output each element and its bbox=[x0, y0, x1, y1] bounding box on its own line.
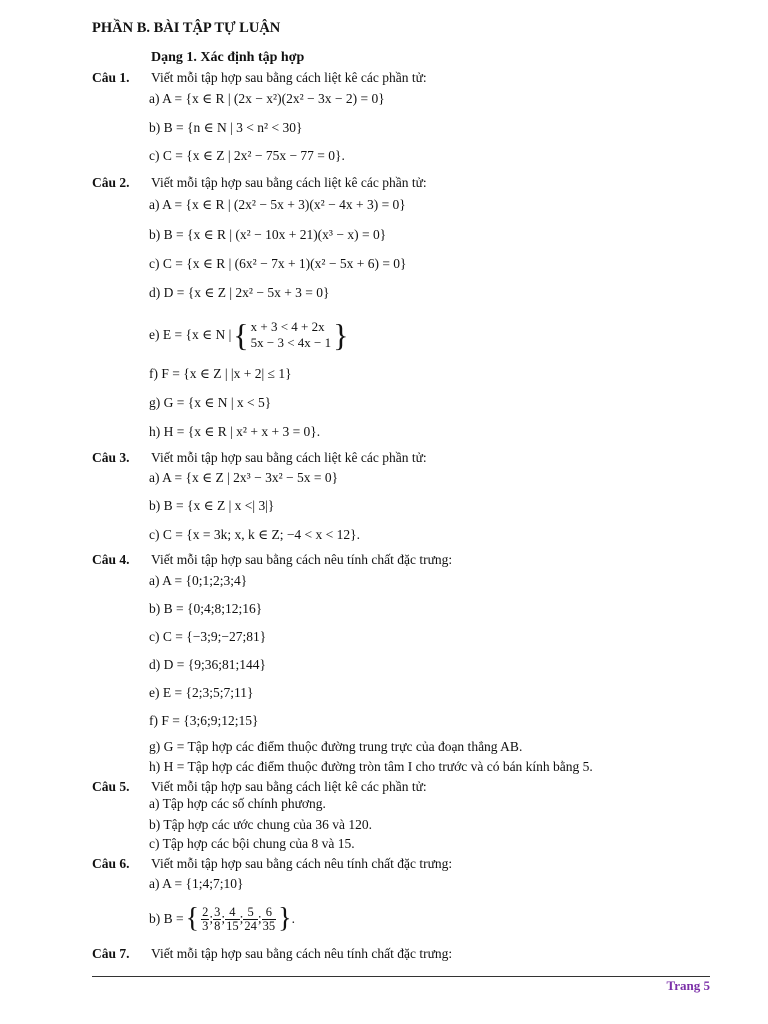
fraction-numerator: 5 bbox=[243, 906, 258, 920]
question-label: Câu 7. bbox=[92, 946, 130, 961]
fraction-denominator: 24 bbox=[244, 918, 257, 933]
fraction-numerator: 3 bbox=[214, 904, 221, 919]
fraction-denominator: 15 bbox=[226, 918, 239, 933]
question-label: Câu 5. bbox=[92, 779, 130, 794]
question-item: c) Tập hợp các bội chung của 8 và 15. bbox=[149, 836, 355, 851]
fraction-separator: ; bbox=[257, 910, 262, 926]
period: . bbox=[291, 911, 295, 926]
fraction-list bbox=[201, 906, 276, 933]
question-item: c) C = {−3;9;−27;81} bbox=[149, 629, 267, 644]
fraction-denominator: 8 bbox=[214, 918, 221, 933]
brace-right: } bbox=[278, 903, 292, 934]
fraction-numerator: 4 bbox=[225, 906, 240, 920]
question-item: a) A = {x ∈ R | (2x² − 5x + 3)(x² − 4x + 3) = 0} bbox=[149, 197, 406, 212]
brace-left: { bbox=[185, 903, 200, 934]
question-item: h) H = Tập hợp các điểm thuộc đường tròn tâm I cho trước và có bán kính bằng 5. bbox=[149, 759, 593, 774]
fraction bbox=[243, 906, 258, 933]
question-item: f) F = {3;6;9;12;15} bbox=[149, 713, 259, 728]
question-item: g) G = Tập hợp các điểm thuộc đường trung trực của đoạn thẳng AB. bbox=[149, 739, 523, 754]
section-heading: PHẦN B. BÀI TẬP TỰ LUẬN bbox=[92, 20, 281, 36]
question-item: a) A = {x ∈ R | (2x − x²)(2x² − 3x − 2) = 0} bbox=[149, 91, 385, 106]
question-item: a) A = {x ∈ Z | 2x³ − 3x² − 5x = 0} bbox=[149, 470, 339, 485]
question-item: d) D = {9;36;81;144} bbox=[149, 657, 266, 672]
fraction bbox=[225, 906, 240, 933]
question-item: c) C = {x ∈ Z | 2x² − 75x − 77 = 0}. bbox=[149, 148, 345, 163]
brace-left: { bbox=[233, 317, 249, 353]
question-label: Câu 6. bbox=[92, 856, 130, 871]
question-prompt: Viết mỗi tập hợp sau bằng cách liệt kê các phần tử: bbox=[151, 70, 427, 85]
question-item: b) B = {x ∈ R | (x² − 10x + 21)(x³ − x) = 0} bbox=[149, 227, 387, 242]
question-prompt: Viết mỗi tập hợp sau bằng cách nêu tính chất đặc trưng: bbox=[151, 856, 453, 871]
question-item: a) Tập hợp các số chính phương. bbox=[149, 796, 326, 811]
system-line: x + 3 < 4 + 2x bbox=[250, 319, 325, 334]
page-number: Trang 5 bbox=[666, 978, 710, 993]
brace-right: } bbox=[333, 317, 349, 353]
question-item: c) C = {x ∈ R | (6x² − 7x + 1)(x² − 5x + 6) = 0} bbox=[149, 256, 407, 271]
question-item: b) B = {n ∈ N | 3 < n² < 30} bbox=[149, 120, 303, 135]
question-label: Câu 4. bbox=[92, 552, 130, 567]
question-item: b) B = {x ∈ Z | x <| 3|} bbox=[149, 498, 275, 513]
fraction-denominator: 3 bbox=[202, 918, 209, 933]
fraction-numerator: 6 bbox=[262, 906, 277, 920]
question-prompt: Viết mỗi tập hợp sau bằng cách liệt kê các phần tử: bbox=[151, 450, 427, 465]
question-item-system bbox=[149, 313, 349, 357]
question-item: b) B = {0;4;8;12;16} bbox=[149, 601, 263, 616]
fraction-separator: ; bbox=[209, 910, 214, 926]
question-label: Câu 1. bbox=[92, 70, 130, 85]
question-item: d) D = {x ∈ Z | 2x² − 5x + 3 = 0} bbox=[149, 285, 330, 300]
fraction-numerator: 2 bbox=[202, 904, 209, 919]
footer-divider bbox=[92, 976, 710, 977]
question-label: Câu 2. bbox=[92, 175, 130, 190]
fraction bbox=[262, 906, 277, 933]
question-item: c) C = {x = 3k; x, k ∈ Z; −4 < x < 12}. bbox=[149, 527, 361, 542]
question-item: a) A = {0;1;2;3;4} bbox=[149, 573, 248, 588]
question-item: e) E = {2;3;5;7;11} bbox=[149, 685, 254, 700]
fraction-separator: ; bbox=[239, 910, 244, 926]
question-item: h) H = {x ∈ R | x² + x + 3 = 0}. bbox=[149, 424, 321, 439]
question-prompt: Viết mỗi tập hợp sau bằng cách liệt kê các phần tử: bbox=[151, 175, 427, 190]
fraction-separator: ; bbox=[221, 910, 226, 926]
subsection-heading: Dạng 1. Xác định tập hợp bbox=[151, 50, 305, 65]
fraction-denominator: 35 bbox=[262, 918, 276, 933]
system-prefix: e) E = {x ∈ N | bbox=[149, 327, 232, 342]
question-prompt: Viết mỗi tập hợp sau bằng cách liệt kê các phần tử: bbox=[151, 779, 427, 794]
inequality-system bbox=[251, 319, 332, 351]
question-item-fractions bbox=[149, 900, 295, 938]
question-item: g) G = {x ∈ N | x < 5} bbox=[149, 395, 272, 410]
question-item: a) A = {1;4;7;10} bbox=[149, 876, 244, 891]
system-line: 5x − 3 < 4x − 1 bbox=[250, 335, 332, 350]
question-prompt: Viết mỗi tập hợp sau bằng cách nêu tính chất đặc trưng: bbox=[151, 552, 453, 567]
question-item: b) Tập hợp các ước chung của 36 và 120. bbox=[149, 817, 373, 832]
fraction-prefix: b) B = bbox=[149, 911, 184, 926]
question-item: f) F = {x ∈ Z | |x + 2| ≤ 1} bbox=[149, 366, 292, 381]
question-label: Câu 3. bbox=[92, 450, 130, 465]
question-prompt: Viết mỗi tập hợp sau bằng cách nêu tính chất đặc trưng: bbox=[151, 946, 453, 961]
